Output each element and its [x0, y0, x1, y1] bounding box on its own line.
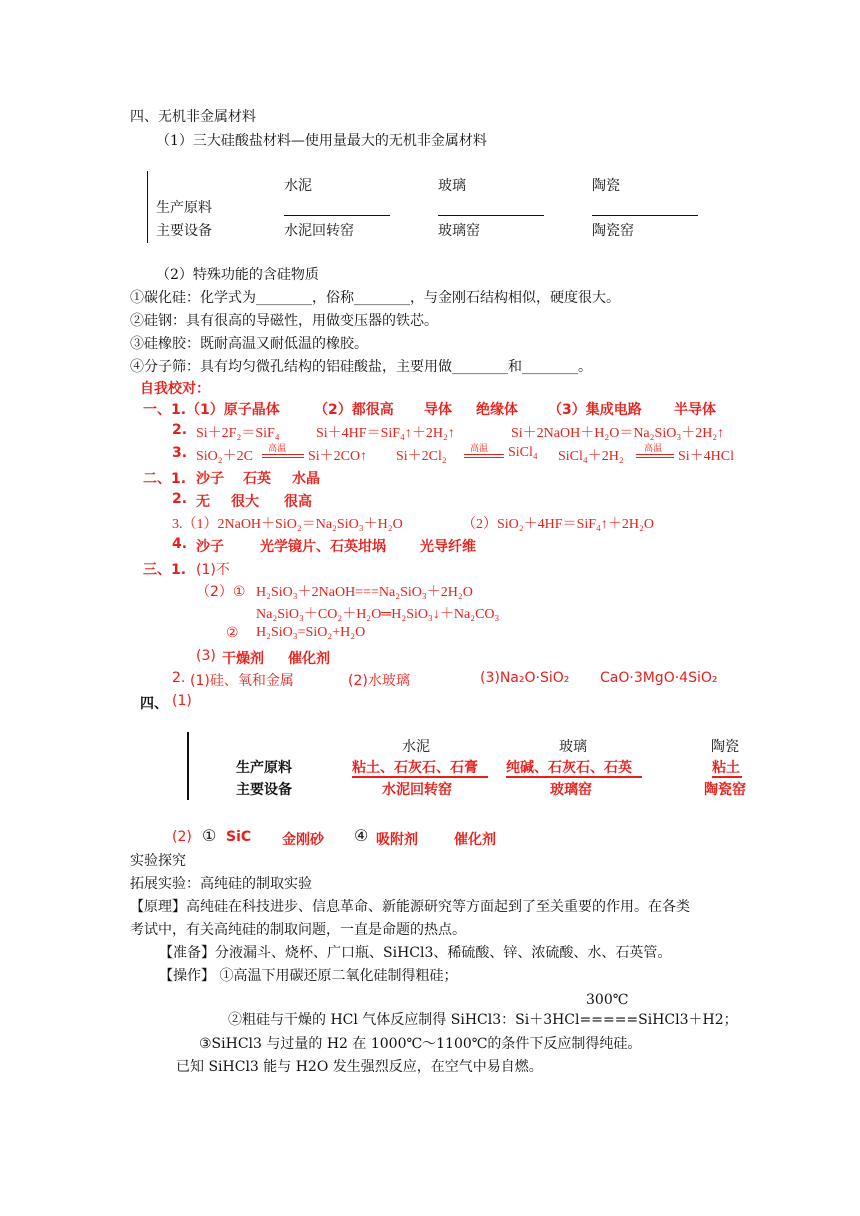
answer-text: 金刚砂: [282, 832, 324, 848]
condition-label: 高温: [470, 444, 489, 454]
blank-line: [284, 215, 390, 216]
table-row1-label: 生产原料: [236, 760, 292, 776]
operation-2: ②粗硅与干燥的 HCl 气体反应制得 SiHCl3：Si＋3HCl=====SiHCl3＋H2；: [228, 1012, 738, 1028]
red-underline: [352, 776, 488, 778]
answer-text: 2.: [172, 422, 188, 438]
table-cell: 水泥回转窑: [382, 782, 452, 798]
red-underline: [506, 776, 642, 778]
condition-label: 高温: [644, 444, 663, 454]
table-cell: 陶瓷窑: [592, 223, 634, 239]
answer-text: 催化剂: [288, 651, 330, 667]
answer-text: （2）①: [196, 584, 246, 600]
principle-line-2: 考试中，有关高纯硅的制取问题，一直是命题的热点。: [130, 922, 466, 938]
table-header-cement: 水泥: [402, 739, 430, 755]
answer-text: (1)硅、氧和金属: [190, 673, 294, 689]
section-title: 四、无机非金属材料: [130, 109, 256, 125]
answer-text: 催化剂: [454, 832, 496, 848]
double-bar: [636, 454, 674, 458]
equation: Si＋2Cl₂: [396, 449, 447, 464]
answer-text: (2)水玻璃: [348, 673, 410, 689]
answer-text: (1): [172, 693, 192, 709]
answer-text: 2.: [172, 491, 188, 507]
table-header-glass: 玻璃: [438, 178, 466, 194]
note: 已知 SiHCl3 能与 H2O 发生强烈反应，在空气中易自燃。: [176, 1059, 543, 1075]
answer-text: 石英: [243, 471, 271, 487]
table-header-glass: 玻璃: [559, 739, 587, 755]
equation: SiCl₄＋2H₂: [558, 449, 624, 464]
table-cell: 粘土、石灰石、石膏: [352, 760, 478, 776]
answer-text: CaO·3MgO·4SiO₂: [600, 670, 718, 686]
blank-line: [438, 215, 544, 216]
answer-text: 导体: [424, 402, 452, 418]
answer-text: 绝缘体: [476, 402, 518, 418]
table-cell: 纯碱、石灰石、石英: [506, 760, 632, 776]
answer-text: SiC: [226, 829, 252, 845]
table-cell: 水泥回转窑: [284, 223, 354, 239]
item-si-rubber: ③硅橡胶：既耐高温又耐低温的橡胶。: [130, 336, 368, 352]
answer-text: 三、1.: [143, 562, 187, 578]
answer-marker: ④: [354, 826, 369, 845]
principle-line-1: 【原理】高纯硅在科技进步、信息革命、新能源研究等方面起到了至关重要的作用。在各类: [130, 899, 690, 915]
item-si-steel: ②硅钢：具有很高的导磁性，用做变压器的铁芯。: [130, 313, 438, 329]
equation: H₂SiO₃=SiO₂+H₂O: [256, 625, 366, 640]
table-header-ceramic: 陶瓷: [592, 178, 620, 194]
answer-text: (1)不: [196, 562, 230, 578]
equation: （2）SiO₂＋4HF＝SiF₄↑＋2H₂O: [462, 517, 655, 532]
equation: 3.（1）2NaOH＋SiO₂＝Na₂SiO₃＋H₂O: [172, 517, 403, 532]
answer-text: 光导纤维: [420, 539, 476, 555]
equation: SiCl₄: [508, 445, 538, 460]
red-underline: [712, 776, 742, 778]
table-cell: 玻璃窑: [438, 223, 480, 239]
table-border: [147, 171, 148, 243]
answer-text: 2.: [172, 670, 186, 686]
equation: Si＋2CO↑: [308, 449, 368, 464]
subsection-2: （2）特殊功能的含硅物质: [156, 267, 319, 283]
equation: Si＋4HF＝SiF₄↑＋2H₂↑: [316, 426, 455, 441]
operation-3: ③SiHCl3 与过量的 H2 在 1000℃～1100℃的条件下反应制得纯硅。: [199, 1036, 642, 1052]
double-bar: [262, 454, 304, 458]
condition-label: 高温: [268, 444, 287, 454]
equation: Na₂SiO₃＋CO₂＋H₂O═H₂SiO₃↓＋Na₂CO₃: [256, 607, 500, 622]
answer-text: 沙子: [196, 471, 224, 487]
operation-1: 【操作】 ①高温下用碳还原二氧化硅制得粗硅；: [159, 968, 458, 984]
table-row1-label: 生产原料: [156, 200, 212, 216]
equation: SiO₂＋2C: [196, 449, 254, 464]
subsection-1: （1）三大硅酸盐材料—使用量最大的无机非金属材料: [156, 133, 487, 149]
answer-text: (3)Na₂O·SiO₂: [480, 670, 570, 686]
answer-text: 很大: [231, 494, 259, 510]
answer-text: 很高: [284, 494, 312, 510]
temperature-label: 300℃: [586, 992, 629, 1008]
answer-text: 一、1.（1）原子晶体: [143, 402, 280, 418]
answer-text: 半导体: [674, 402, 716, 418]
table-header-cement: 水泥: [284, 178, 312, 194]
answer-four-label: 四、: [140, 696, 168, 712]
table-cell: 玻璃窑: [550, 782, 592, 798]
answer-text: (2): [172, 829, 192, 845]
table-header-ceramic: 陶瓷: [711, 739, 739, 755]
table-row2-label: 主要设备: [156, 223, 212, 239]
answer-text: 干燥剂: [222, 651, 264, 667]
answer-text: 沙子: [196, 539, 224, 555]
table-cell: 陶瓷窑: [704, 782, 746, 798]
answer-text: 无: [196, 494, 210, 510]
answer-text: 吸附剂: [376, 832, 418, 848]
blank-line: [592, 215, 698, 216]
answer-text: 4.: [172, 536, 188, 552]
answer-text: 光学镜片、石英坩埚: [260, 539, 386, 555]
item-sic: ①碳化硅：化学式为________，俗称________，与金刚石结构相似，硬度很大。: [130, 290, 620, 306]
preparation: 【准备】分液漏斗、烧杯、广口瓶、SiHCl3、稀硫酸、锌、浓硫酸、水、石英管。: [159, 945, 672, 961]
experiment-title: 实验探究: [130, 853, 186, 869]
equation: H₂SiO₃＋2NaOH===Na₂SiO₃＋2H₂O: [256, 585, 473, 600]
equation: Si＋2NaOH＋H₂O＝Na₂SiO₃＋2H₂↑: [511, 426, 725, 441]
equation: Si＋4HCl: [678, 449, 735, 464]
table-border: [187, 732, 189, 800]
answer-text: 二、1.: [143, 471, 187, 487]
answer-text: ②: [226, 625, 239, 641]
equation: Si＋2F₂＝SiF₄: [196, 426, 280, 441]
table-row2-label: 主要设备: [236, 782, 292, 798]
answer-text: 水晶: [292, 471, 320, 487]
table-cell: 粘土: [712, 760, 740, 776]
answer-text: (3): [196, 648, 216, 664]
answer-text: 3.: [172, 445, 188, 461]
answer-text: （2）都很高: [314, 402, 394, 418]
double-bar: [464, 454, 504, 458]
experiment-subtitle: 拓展实验：高纯硅的制取实验: [130, 876, 312, 892]
item-sieve: ④分子筛：具有均匀微孔结构的铝硅酸盐，主要用做________和________。: [130, 359, 592, 375]
answer-text: （3）集成电路: [548, 402, 642, 418]
answer-marker: ①: [202, 826, 217, 845]
answers-heading: 自我校对：: [140, 381, 210, 397]
